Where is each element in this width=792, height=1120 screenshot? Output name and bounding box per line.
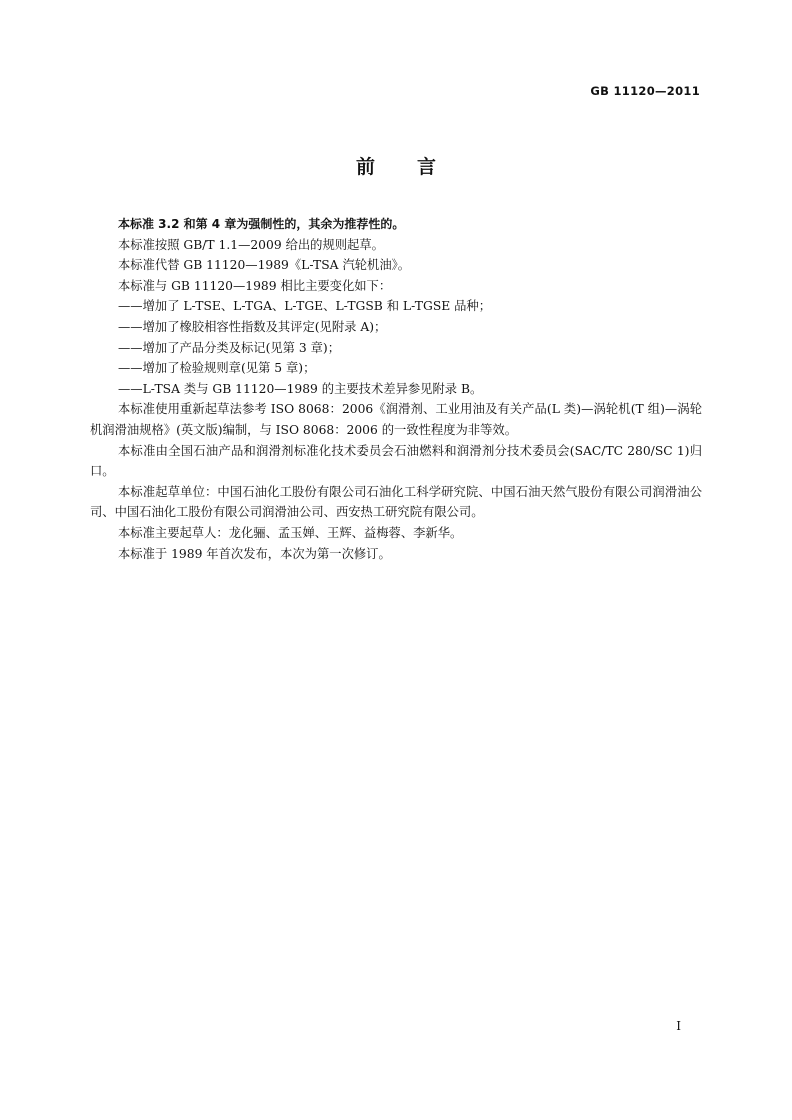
- change-item: ——增加了 L-TSE、L-TGA、L-TGE、L-TGSB 和 L-TGSE 品种；: [118, 299, 492, 314]
- page-title: [0, 152, 792, 179]
- change-item: ——增加了产品分类及标记(见第 3 章)；: [118, 340, 340, 355]
- drafters-paragraph: 本标准主要起草人：龙化骊、孟玉婵、王辉、益梅蓉、李新华。: [118, 525, 463, 540]
- reference-paragraph: 本标准使用重新起草法参考 ISO 8068：2006《润滑剂、工业用油及有关产品(L 类)—涡轮机(T 组)—涡轮机润滑油规格》(英文版)编制，与 ISO 8068：2006 的一致性程度为非等效。: [90, 402, 702, 437]
- change-item: ——增加了检验规则章(见第 5 章)；: [118, 361, 316, 376]
- change-item: ——增加了橡胶相容性指数及其评定(见附录 A)；: [118, 319, 387, 334]
- foreword-body: [90, 214, 702, 564]
- drafting-rules-paragraph: 本标准按照 GB/T 1.1—2009 给出的规则起草。: [118, 237, 384, 252]
- title-char-1: 前: [355, 156, 375, 178]
- committee-paragraph: 本标准由全国石油产品和润滑剂标准化技术委员会石油燃料和润滑剂分技术委员会(SAC/TC 280/SC 1)归口。: [90, 443, 702, 479]
- page-number: I: [676, 1019, 681, 1033]
- mandatory-clause-paragraph: 本标准 3.2 和第 4 章为强制性的，其余为推荐性的。: [118, 217, 405, 231]
- change-item: ——L-TSA 类与 GB 11120—1989 的主要技术差异参见附录 B。: [118, 381, 483, 396]
- drafting-units-paragraph: 本标准起草单位：中国石油化工股份有限公司石油化工科学研究院、中国石油天然气股份有限公司润滑油公司、中国石油化工股份有限公司润滑油公司、西安热工研究院有限公司。: [90, 484, 702, 520]
- standard-code: GB 11120—2011: [590, 84, 700, 98]
- changes-intro-paragraph: 本标准与 GB 11120—1989 相比主要变化如下：: [118, 278, 392, 293]
- title-char-2: 言: [417, 156, 437, 178]
- replacement-paragraph: 本标准代替 GB 11120—1989《L-TSA 汽轮机油》。: [118, 258, 411, 273]
- publication-history-paragraph: 本标准于 1989 年首次发布，本次为第一次修订。: [118, 546, 391, 561]
